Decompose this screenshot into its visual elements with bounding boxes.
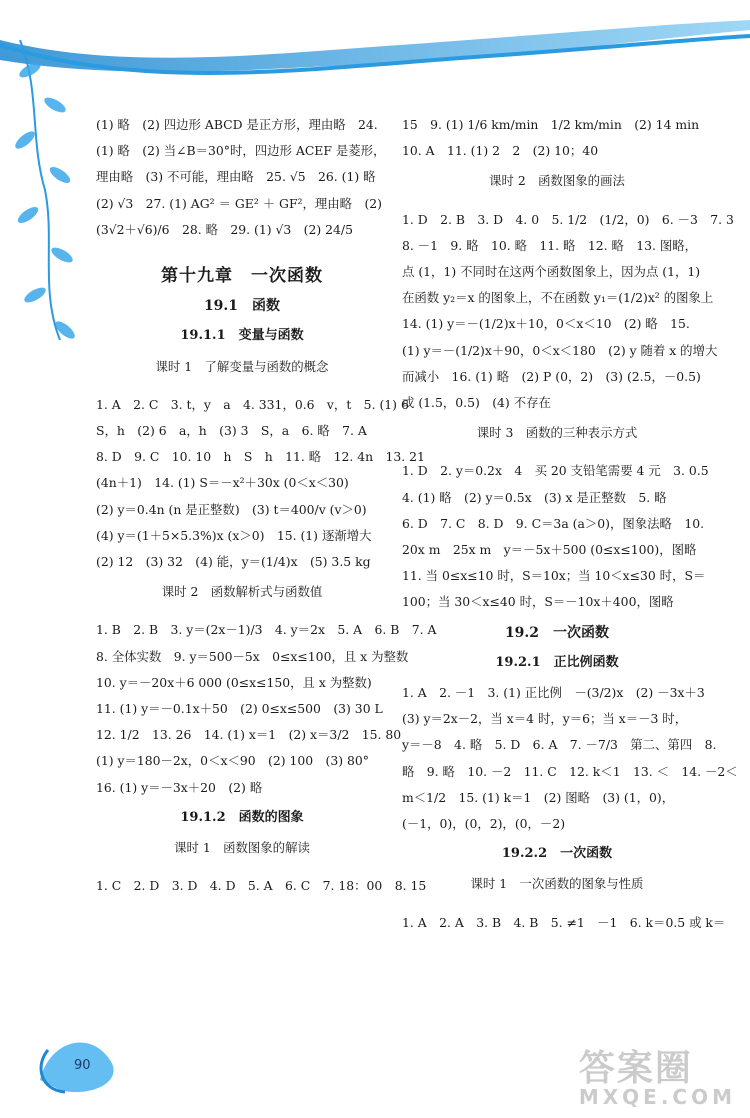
section-title: 19.2 一次函数 — [504, 624, 610, 641]
answer-line: 10. y＝－20x＋6 000 (0≤x≤150，且 x 为整数) — [96, 674, 372, 690]
chapter-title: 第十九章 一次函数 — [161, 266, 323, 287]
answer-line: 1. A 2. A 3. B 4. B 5. ≠1 －1 6. k＝0.5 或 k＝ — [402, 914, 726, 930]
answer-line: 20x m 25x m y＝－5x＋500 (0≤x≤100)，图略 — [402, 542, 697, 558]
left-column — [96, 112, 437, 899]
subsection-title: 19.2.2 一次函数 — [501, 846, 613, 862]
answer-line: 8. －1 9. 略 10. 略 11. 略 12. 略 13. 图略， — [402, 237, 698, 253]
answer-line: 100；当 30＜x≤40 时，S＝－10x＋400，图略 — [402, 594, 674, 610]
subsection-title: 19.2.1 正比例函数 — [495, 654, 619, 670]
lesson-title: 课时 1 了解变量与函数的概念 — [155, 358, 329, 374]
answer-line: 在函数 y₂＝x 的图象上，不在函数 y₁＝(1/2)x² 的图象上 — [402, 290, 714, 306]
page-number: 90 — [74, 1058, 91, 1073]
answer-line: 而减小 16. (1) 略 (2) P (0，2) (3) (2.5，－0.5) — [402, 368, 701, 384]
answer-line: 点 (1，1) 不同时在这两个函数图象上，因为点 (1，1) — [402, 264, 701, 280]
subsection-title: 19.1.2 函数的图象 — [180, 809, 304, 825]
answer-line: 4. (1) 略 (2) y＝0.5x (3) x 是正整数 5. 略 — [402, 489, 667, 505]
answer-line: 1. D 2. y＝0.2x 4 买 20 支铅笔需要 4 元 3. 0.5 — [402, 463, 709, 479]
answer-line: (4n＋1) 14. (1) S＝－x²＋30x (0＜x＜30) — [96, 475, 349, 491]
answer-line: 8. 全体实数 9. y＝500－5x 0≤x≤100，且 x 为整数 — [96, 648, 409, 664]
answer-line: (1) y＝－(1/2)x＋90，0＜x＜180 (2) y 随着 x 的增大 — [402, 342, 718, 358]
answer-line: 1. A 2. C 3. t，y a 4. 331，0.6 v，t 5. (1) 6 — [96, 396, 409, 412]
answer-line: (3√2＋√6)/6 28. 略 29. (1) √3 (2) 24/5 — [96, 221, 353, 237]
lesson-title: 课时 2 函数解析式与函数值 — [161, 584, 323, 600]
lesson-title: 课时 3 函数的三种表示方式 — [476, 425, 638, 441]
answer-line: 8. D 9. C 10. 10 h S h 11. 略 12. 4n 13. 21 — [96, 449, 425, 465]
answer-line: (2) √3 27. (1) AG² ＝ GE² ＋ GF²，理由略 (2) — [96, 195, 383, 211]
answer-line: 11. (1) y＝－0.1x＋50 (2) 0≤x≤500 (3) 30 L — [96, 701, 383, 717]
answer-line: (2) y＝0.4n (n 是正整数) (3) t＝400/v (v＞0) — [96, 501, 367, 517]
watermark-text: 答案圈 — [578, 1048, 693, 1089]
answer-line: (4) y＝(1＋5×5.3%)x (x＞0) 15. (1) 逐渐增大 — [96, 527, 372, 543]
answer-line: 12. 1/2 13. 26 14. (1) x＝1 (2) x＝3/2 15. 80 — [96, 727, 402, 743]
answer-line: 10. A 11. (1) 2 2 (2) 10；40 — [402, 143, 599, 159]
answer-line: 1. C 2. D 3. D 4. D 5. A 6. C 7. 18：00 8. 15 — [96, 878, 427, 894]
answer-line: 15 9. (1) 1/6 km/min 1/2 km/min (2) 14 min — [402, 117, 700, 132]
subsection-title: 19.1.1 变量与函数 — [180, 328, 304, 344]
answer-line: 14. (1) y＝－(1/2)x＋10，0＜x＜10 (2) 略 15. — [402, 316, 690, 332]
answer-line: (1) 略 (2) 当∠B＝30°时，四边形 ACEF 是菱形， — [96, 143, 386, 159]
answer-line: 或 (1.5，0.5) (4) 不存在 — [402, 395, 551, 411]
answer-line: 1. A 2. －1 3. (1) 正比例 －(3/2)x (2) －3x＋3 — [402, 685, 705, 701]
answer-line: (1) y＝180－2x，0＜x＜90 (2) 100 (3) 80° — [96, 753, 369, 769]
answer-line: S，h (2) 6 a，h (3) 3 S，a 6. 略 7. A — [96, 423, 367, 439]
answer-line: 16. (1) y＝－3x＋20 (2) 略 — [96, 779, 263, 795]
answer-line: m＜1/2 15. (1) k＝1 (2) 图略 (3) (1，0)， — [402, 789, 675, 805]
answer-line: 理由略 (3) 不可能，理由略 25. √5 26. (1) 略 — [96, 169, 376, 185]
answer-line: y＝－8 4. 略 5. D 6. A 7. －7/3 第二、第四 8. — [402, 737, 717, 753]
lesson-title: 课时 1 函数图象的解读 — [174, 840, 310, 856]
answer-line: 6. D 7. C 8. D 9. C＝3a (a＞0)，图象法略 10. — [402, 515, 705, 531]
watermark-url: MXQE.COM — [578, 1085, 736, 1109]
watermark-logo — [579, 1040, 736, 1109]
answer-line: 1. D 2. B 3. D 4. 0 5. 1/2 (1/2，0) 6. －3 7. 3 — [402, 211, 734, 227]
right-column — [402, 112, 738, 936]
lesson-title: 课时 2 函数图象的画法 — [489, 173, 625, 189]
answer-line: (1) 略 (2) 四边形 ABCD 是正方形，理由略 24. — [96, 117, 378, 132]
answer-line: (－1，0)，(0，2)，(0，－2) — [402, 816, 566, 832]
lesson-title: 课时 1 一次函数的图象与性质 — [470, 876, 644, 892]
answer-line: 略 9. 略 10. －2 11. C 12. k＜1 13. ＜ 14. －2＜ — [402, 763, 738, 779]
answer-line: (3) y＝2x－2，当 x＝4 时，y＝6；当 x＝－3 时， — [402, 711, 688, 727]
answer-line: 1. B 2. B 3. y＝(2x－1)/3 4. y＝2x 5. A 6. B 7. A — [96, 622, 437, 638]
answer-line: 11. 当 0≤x≤10 时，S＝10x；当 10＜x≤30 时，S＝ — [402, 568, 706, 584]
section-title: 19.1 函数 — [203, 298, 281, 315]
answer-line: (2) 12 (3) 32 (4) 能，y＝(1/4)x (5) 3.5 kg — [96, 554, 371, 570]
